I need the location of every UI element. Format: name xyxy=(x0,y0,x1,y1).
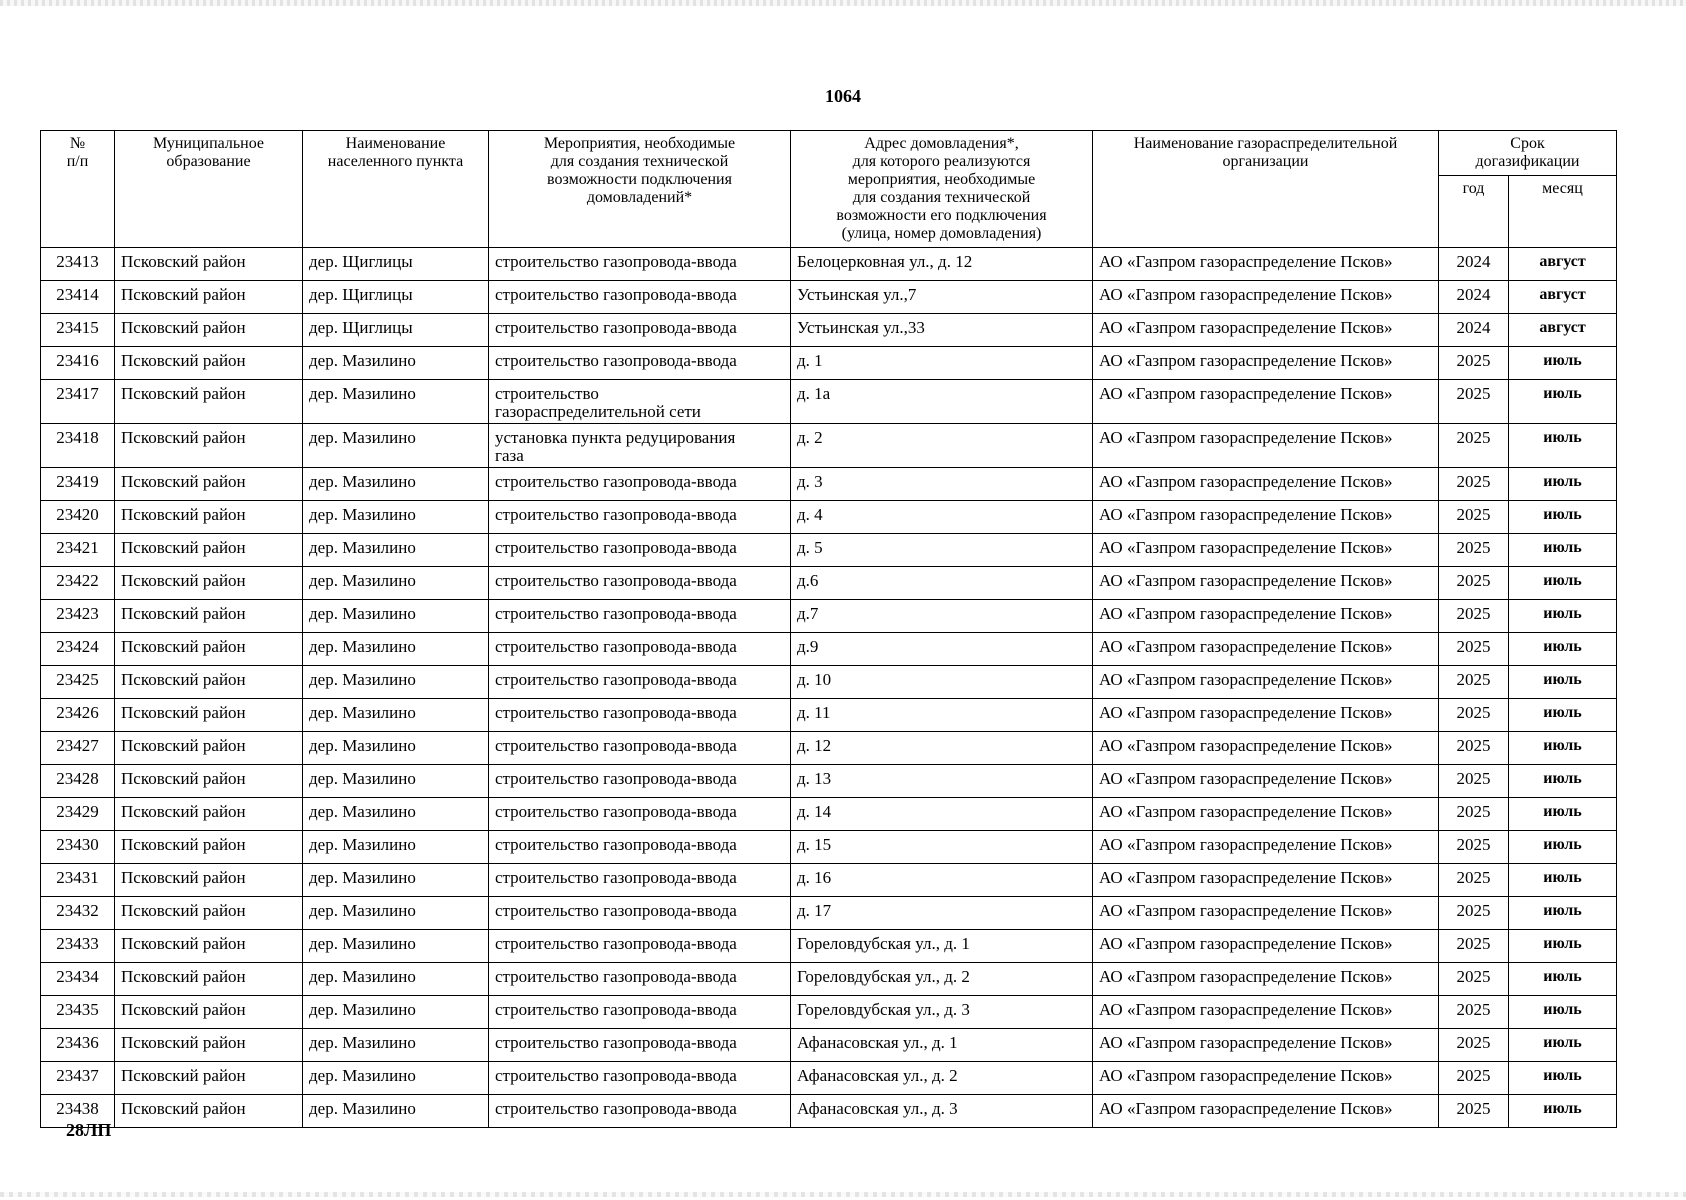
cell-settlement: дер. Мазилино xyxy=(303,347,489,380)
cell-organization: АО «Газпром газораспределение Псков» xyxy=(1093,281,1439,314)
scan-edge-bottom xyxy=(0,1192,1686,1197)
cell-year: 2025 xyxy=(1439,930,1509,963)
scan-edge-top xyxy=(0,0,1686,6)
cell-municipality: Псковский район xyxy=(115,864,303,897)
cell-num: 23418 xyxy=(41,424,115,468)
cell-municipality: Псковский район xyxy=(115,1062,303,1095)
cell-settlement: дер. Мазилино xyxy=(303,996,489,1029)
header-deadline-text: Срок догазификации xyxy=(1475,135,1580,170)
cell-num: 23430 xyxy=(41,831,115,864)
cell-address: д. 1а xyxy=(791,380,1093,424)
cell-municipality: Псковский район xyxy=(115,699,303,732)
cell-organization: АО «Газпром газораспределение Псков» xyxy=(1093,798,1439,831)
cell-municipality: Псковский район xyxy=(115,996,303,1029)
cell-num: 23415 xyxy=(41,314,115,347)
table-row xyxy=(41,314,1617,347)
cell-year: 2025 xyxy=(1439,996,1509,1029)
cell-measure: строительство газопровода-ввода xyxy=(489,534,791,567)
cell-year: 2025 xyxy=(1439,963,1509,996)
cell-settlement: дер. Мазилино xyxy=(303,1029,489,1062)
cell-settlement: дер. Мазилино xyxy=(303,963,489,996)
header-settlement xyxy=(303,131,489,248)
cell-address: д. 16 xyxy=(791,864,1093,897)
cell-address: д. 1 xyxy=(791,347,1093,380)
cell-organization: АО «Газпром газораспределение Псков» xyxy=(1093,897,1439,930)
cell-address: д. 3 xyxy=(791,468,1093,501)
cell-month: июль xyxy=(1509,600,1617,633)
cell-settlement: дер. Мазилино xyxy=(303,567,489,600)
cell-settlement: дер. Мазилино xyxy=(303,600,489,633)
cell-year: 2025 xyxy=(1439,380,1509,424)
cell-settlement: дер. Мазилино xyxy=(303,424,489,468)
header-address-text: Адрес домовладения*, для которого реализуются мероприятия, необходимые для создания технической возможности его подключения (улица, номер домовладения) xyxy=(836,135,1047,242)
cell-month: июль xyxy=(1509,864,1617,897)
cell-organization: АО «Газпром газораспределение Псков» xyxy=(1093,501,1439,534)
cell-address: д. 15 xyxy=(791,831,1093,864)
cell-organization: АО «Газпром газораспределение Псков» xyxy=(1093,864,1439,897)
cell-year: 2025 xyxy=(1439,1095,1509,1128)
header-organization xyxy=(1093,131,1439,248)
cell-month: август xyxy=(1509,248,1617,281)
cell-address: Гореловдубская ул., д. 1 xyxy=(791,930,1093,963)
header-month xyxy=(1509,176,1617,248)
cell-organization: АО «Газпром газораспределение Псков» xyxy=(1093,930,1439,963)
cell-organization: АО «Газпром газораспределение Псков» xyxy=(1093,963,1439,996)
cell-num: 23414 xyxy=(41,281,115,314)
cell-month: июль xyxy=(1509,732,1617,765)
cell-month: июль xyxy=(1509,831,1617,864)
cell-num: 23429 xyxy=(41,798,115,831)
cell-month: июль xyxy=(1509,534,1617,567)
cell-num: 23420 xyxy=(41,501,115,534)
cell-address: Афанасовская ул., д. 1 xyxy=(791,1029,1093,1062)
table-row xyxy=(41,963,1617,996)
cell-organization: АО «Газпром газораспределение Псков» xyxy=(1093,424,1439,468)
cell-address: д. 4 xyxy=(791,501,1093,534)
cell-municipality: Псковский район xyxy=(115,765,303,798)
table-row xyxy=(41,831,1617,864)
cell-municipality: Псковский район xyxy=(115,281,303,314)
cell-num: 23436 xyxy=(41,1029,115,1062)
cell-settlement: дер. Мазилино xyxy=(303,380,489,424)
cell-measure: строительство газопровода-ввода xyxy=(489,567,791,600)
cell-year: 2025 xyxy=(1439,347,1509,380)
header-month-text: месяц xyxy=(1542,180,1583,197)
cell-year: 2025 xyxy=(1439,1029,1509,1062)
cell-address: д. 5 xyxy=(791,534,1093,567)
cell-measure: строительство газопровода-ввода xyxy=(489,765,791,798)
cell-measure: строительство газопровода-ввода xyxy=(489,996,791,1029)
cell-organization: АО «Газпром газораспределение Псков» xyxy=(1093,732,1439,765)
header-deadline xyxy=(1439,131,1617,176)
cell-municipality: Псковский район xyxy=(115,897,303,930)
cell-address: д. 13 xyxy=(791,765,1093,798)
cell-settlement: дер. Мазилино xyxy=(303,798,489,831)
cell-municipality: Псковский район xyxy=(115,380,303,424)
cell-measure: строительство газопровода-ввода xyxy=(489,732,791,765)
cell-year: 2024 xyxy=(1439,314,1509,347)
footer-code: 28ЛП xyxy=(66,1120,112,1140)
cell-measure: строительство газопровода-ввода xyxy=(489,1062,791,1095)
cell-municipality: Псковский район xyxy=(115,248,303,281)
cell-organization: АО «Газпром газораспределение Псков» xyxy=(1093,666,1439,699)
cell-measure: строительство газопровода-ввода xyxy=(489,1095,791,1128)
cell-municipality: Псковский район xyxy=(115,424,303,468)
header-organization-text: Наименование газораспределительной организации xyxy=(1133,135,1398,170)
page-number: 1064 xyxy=(825,86,861,106)
cell-address: Гореловдубская ул., д. 2 xyxy=(791,963,1093,996)
table-header xyxy=(41,131,1617,248)
header-year xyxy=(1439,176,1509,248)
cell-organization: АО «Газпром газораспределение Псков» xyxy=(1093,1095,1439,1128)
table-row xyxy=(41,534,1617,567)
cell-municipality: Псковский район xyxy=(115,666,303,699)
header-num-text: № п/п xyxy=(66,135,89,170)
cell-settlement: дер. Мазилино xyxy=(303,468,489,501)
header-address xyxy=(791,131,1093,248)
cell-year: 2025 xyxy=(1439,600,1509,633)
cell-measure: строительство газопровода-ввода xyxy=(489,831,791,864)
cell-num: 23432 xyxy=(41,897,115,930)
cell-month: июль xyxy=(1509,897,1617,930)
cell-month: июль xyxy=(1509,501,1617,534)
cell-month: июль xyxy=(1509,347,1617,380)
cell-settlement: дер. Мазилино xyxy=(303,930,489,963)
cell-num: 23419 xyxy=(41,468,115,501)
cell-year: 2025 xyxy=(1439,424,1509,468)
cell-year: 2025 xyxy=(1439,765,1509,798)
cell-organization: АО «Газпром газораспределение Псков» xyxy=(1093,1029,1439,1062)
cell-year: 2025 xyxy=(1439,699,1509,732)
table-row xyxy=(41,930,1617,963)
cell-measure: строительство газопровода-ввода xyxy=(489,1029,791,1062)
table-row xyxy=(41,996,1617,1029)
cell-num: 23417 xyxy=(41,380,115,424)
cell-organization: АО «Газпром газораспределение Псков» xyxy=(1093,996,1439,1029)
table-row xyxy=(41,347,1617,380)
cell-settlement: дер. Мазилино xyxy=(303,633,489,666)
cell-month: июль xyxy=(1509,380,1617,424)
table-row xyxy=(41,501,1617,534)
cell-measure: строительство газопровода-ввода xyxy=(489,864,791,897)
table-row xyxy=(41,699,1617,732)
cell-month: август xyxy=(1509,281,1617,314)
table-row xyxy=(41,380,1617,424)
cell-organization: АО «Газпром газораспределение Псков» xyxy=(1093,468,1439,501)
cell-year: 2024 xyxy=(1439,281,1509,314)
cell-measure: строительство газопровода-ввода xyxy=(489,897,791,930)
header-municipality-text: Муниципальное образование xyxy=(152,135,265,170)
cell-address: д.9 xyxy=(791,633,1093,666)
cell-num: 23438 xyxy=(41,1095,115,1128)
cell-municipality: Псковский район xyxy=(115,314,303,347)
table-row xyxy=(41,281,1617,314)
gasification-table xyxy=(40,130,1617,1128)
cell-month: июль xyxy=(1509,468,1617,501)
cell-measure: строительство газопровода-ввода xyxy=(489,699,791,732)
cell-year: 2025 xyxy=(1439,798,1509,831)
table-row xyxy=(41,468,1617,501)
cell-year: 2025 xyxy=(1439,468,1509,501)
cell-measure: строительство газопровода-ввода xyxy=(489,468,791,501)
cell-address: д.7 xyxy=(791,600,1093,633)
cell-year: 2025 xyxy=(1439,1062,1509,1095)
cell-settlement: дер. Мазилино xyxy=(303,831,489,864)
cell-settlement: дер. Мазилино xyxy=(303,732,489,765)
cell-address: д. 11 xyxy=(791,699,1093,732)
cell-measure: строительство газопровода-ввода xyxy=(489,600,791,633)
cell-settlement: дер. Щиглицы xyxy=(303,314,489,347)
cell-municipality: Псковский район xyxy=(115,347,303,380)
cell-organization: АО «Газпром газораспределение Псков» xyxy=(1093,567,1439,600)
header-measures-text: Мероприятия, необходимые для создания технической возможности подключения домовладений* xyxy=(543,135,736,206)
cell-year: 2025 xyxy=(1439,534,1509,567)
cell-month: июль xyxy=(1509,424,1617,468)
cell-address: Гореловдубская ул., д. 3 xyxy=(791,996,1093,1029)
cell-settlement: дер. Мазилино xyxy=(303,864,489,897)
cell-organization: АО «Газпром газораспределение Псков» xyxy=(1093,831,1439,864)
cell-municipality: Псковский район xyxy=(115,930,303,963)
header-measures xyxy=(489,131,791,248)
header-municipality xyxy=(115,131,303,248)
cell-month: июль xyxy=(1509,699,1617,732)
cell-settlement: дер. Мазилино xyxy=(303,534,489,567)
cell-num: 23434 xyxy=(41,963,115,996)
header-year-text: год xyxy=(1462,180,1485,197)
cell-num: 23422 xyxy=(41,567,115,600)
cell-month: июль xyxy=(1509,798,1617,831)
cell-measure: строительство газопровода-ввода xyxy=(489,248,791,281)
cell-num: 23428 xyxy=(41,765,115,798)
cell-municipality: Псковский район xyxy=(115,468,303,501)
cell-settlement: дер. Мазилино xyxy=(303,501,489,534)
table-row xyxy=(41,798,1617,831)
cell-year: 2025 xyxy=(1439,864,1509,897)
cell-year: 2025 xyxy=(1439,666,1509,699)
table-row xyxy=(41,600,1617,633)
cell-measure: строительство газопровода-ввода xyxy=(489,666,791,699)
cell-municipality: Псковский район xyxy=(115,501,303,534)
cell-measure: строительство газопровода-ввода xyxy=(489,633,791,666)
cell-settlement: дер. Мазилино xyxy=(303,699,489,732)
cell-month: июль xyxy=(1509,1029,1617,1062)
table-row xyxy=(41,1095,1617,1128)
cell-year: 2025 xyxy=(1439,633,1509,666)
cell-num: 23413 xyxy=(41,248,115,281)
cell-month: июль xyxy=(1509,963,1617,996)
cell-municipality: Псковский район xyxy=(115,633,303,666)
cell-address: Афанасовская ул., д. 3 xyxy=(791,1095,1093,1128)
cell-num: 23427 xyxy=(41,732,115,765)
cell-address: д. 10 xyxy=(791,666,1093,699)
cell-organization: АО «Газпром газораспределение Псков» xyxy=(1093,347,1439,380)
cell-settlement: дер. Щиглицы xyxy=(303,248,489,281)
cell-address: д. 2 xyxy=(791,424,1093,468)
cell-municipality: Псковский район xyxy=(115,534,303,567)
cell-measure: строительство газопровода-ввода xyxy=(489,347,791,380)
cell-measure: строительство газопровода-ввода xyxy=(489,314,791,347)
table-row xyxy=(41,248,1617,281)
cell-organization: АО «Газпром газораспределение Псков» xyxy=(1093,380,1439,424)
cell-municipality: Псковский район xyxy=(115,732,303,765)
cell-measure: строительство газопровода-ввода xyxy=(489,281,791,314)
table-row xyxy=(41,1062,1617,1095)
cell-municipality: Псковский район xyxy=(115,798,303,831)
cell-municipality: Псковский район xyxy=(115,831,303,864)
table-row xyxy=(41,1029,1617,1062)
table-row xyxy=(41,765,1617,798)
cell-organization: АО «Газпром газораспределение Псков» xyxy=(1093,248,1439,281)
cell-municipality: Псковский район xyxy=(115,1095,303,1128)
header-num xyxy=(41,131,115,248)
cell-num: 23423 xyxy=(41,600,115,633)
table-row xyxy=(41,666,1617,699)
cell-year: 2025 xyxy=(1439,501,1509,534)
cell-measure: строительство газопровода-ввода xyxy=(489,798,791,831)
cell-address: Афанасовская ул., д. 2 xyxy=(791,1062,1093,1095)
cell-num: 23416 xyxy=(41,347,115,380)
cell-address: д. 17 xyxy=(791,897,1093,930)
cell-address: Устьинская ул.,7 xyxy=(791,281,1093,314)
cell-month: июль xyxy=(1509,765,1617,798)
cell-settlement: дер. Мазилино xyxy=(303,1062,489,1095)
cell-num: 23421 xyxy=(41,534,115,567)
cell-organization: АО «Газпром газораспределение Псков» xyxy=(1093,699,1439,732)
cell-organization: АО «Газпром газораспределение Псков» xyxy=(1093,314,1439,347)
cell-year: 2025 xyxy=(1439,897,1509,930)
cell-settlement: дер. Щиглицы xyxy=(303,281,489,314)
cell-organization: АО «Газпром газораспределение Псков» xyxy=(1093,633,1439,666)
cell-organization: АО «Газпром газораспределение Псков» xyxy=(1093,1062,1439,1095)
cell-settlement: дер. Мазилино xyxy=(303,1095,489,1128)
cell-year: 2025 xyxy=(1439,831,1509,864)
cell-month: июль xyxy=(1509,567,1617,600)
cell-month: август xyxy=(1509,314,1617,347)
cell-address: Устьинская ул.,33 xyxy=(791,314,1093,347)
cell-month: июль xyxy=(1509,1062,1617,1095)
cell-num: 23437 xyxy=(41,1062,115,1095)
cell-organization: АО «Газпром газораспределение Псков» xyxy=(1093,534,1439,567)
cell-num: 23435 xyxy=(41,996,115,1029)
cell-month: июль xyxy=(1509,930,1617,963)
cell-num: 23425 xyxy=(41,666,115,699)
cell-year: 2024 xyxy=(1439,248,1509,281)
cell-measure: строительство газораспределительной сети xyxy=(489,380,791,424)
cell-municipality: Псковский район xyxy=(115,567,303,600)
cell-measure: строительство газопровода-ввода xyxy=(489,963,791,996)
table-row xyxy=(41,732,1617,765)
cell-num: 23426 xyxy=(41,699,115,732)
table-body xyxy=(41,248,1617,1128)
cell-settlement: дер. Мазилино xyxy=(303,666,489,699)
cell-measure: строительство газопровода-ввода xyxy=(489,930,791,963)
table-row xyxy=(41,897,1617,930)
table-row xyxy=(41,864,1617,897)
cell-municipality: Псковский район xyxy=(115,963,303,996)
cell-address: Белоцерковная ул., д. 12 xyxy=(791,248,1093,281)
table-row xyxy=(41,424,1617,468)
header-row-1 xyxy=(41,131,1617,176)
cell-num: 23424 xyxy=(41,633,115,666)
cell-month: июль xyxy=(1509,1095,1617,1128)
table-row xyxy=(41,567,1617,600)
cell-address: д. 12 xyxy=(791,732,1093,765)
cell-organization: АО «Газпром газораспределение Псков» xyxy=(1093,600,1439,633)
cell-month: июль xyxy=(1509,996,1617,1029)
cell-municipality: Псковский район xyxy=(115,1029,303,1062)
cell-month: июль xyxy=(1509,633,1617,666)
cell-settlement: дер. Мазилино xyxy=(303,765,489,798)
cell-address: д. 14 xyxy=(791,798,1093,831)
cell-year: 2025 xyxy=(1439,732,1509,765)
cell-municipality: Псковский район xyxy=(115,600,303,633)
cell-settlement: дер. Мазилино xyxy=(303,897,489,930)
cell-month: июль xyxy=(1509,666,1617,699)
cell-num: 23433 xyxy=(41,930,115,963)
cell-measure: строительство газопровода-ввода xyxy=(489,501,791,534)
header-settlement-text: Наименование населенного пункта xyxy=(327,135,464,170)
cell-measure: установка пункта редуцирования газа xyxy=(489,424,791,468)
cell-year: 2025 xyxy=(1439,567,1509,600)
cell-address: д.6 xyxy=(791,567,1093,600)
cell-organization: АО «Газпром газораспределение Псков» xyxy=(1093,765,1439,798)
table-row xyxy=(41,633,1617,666)
cell-num: 23431 xyxy=(41,864,115,897)
